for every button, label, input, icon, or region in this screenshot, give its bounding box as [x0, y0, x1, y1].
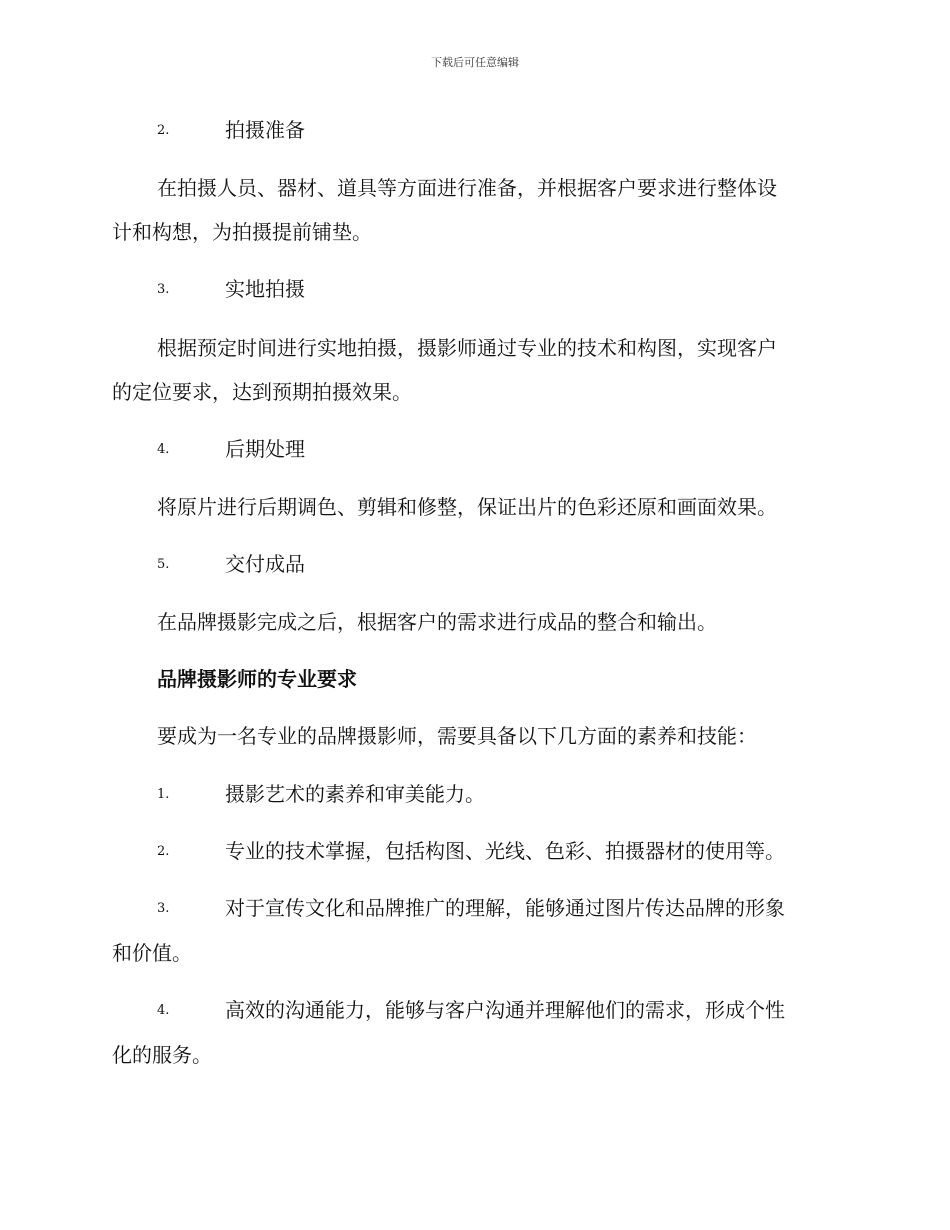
paragraph-line: 根据预定时间进行实地拍摄，摄影师通过专业的技术和构图，实现客户: [157, 336, 777, 360]
requirement-text: 专业的技术掌握，包括构图、光线、色彩、拍摄器材的使用等。: [225, 839, 785, 863]
requirement-text: 对于宣传文化和品牌推广的理解，能够通过图片传达品牌的形象: [225, 896, 785, 920]
step-title: 实地拍摄: [225, 277, 305, 301]
paragraph-line: 在品牌摄影完成之后，根据客户的需求进行成品的整合和输出。: [157, 610, 717, 634]
paragraph-line: 的定位要求，达到预期拍摄效果。: [112, 380, 412, 404]
page-header: 下载后可任意编辑: [431, 56, 519, 69]
requirement-text: 摄影艺术的素养和审美能力。: [225, 782, 485, 806]
requirement-continuation: 化的服务。: [112, 1043, 212, 1067]
step-number: 4.: [157, 442, 170, 457]
step-number: 5.: [157, 557, 170, 572]
requirement-text: 高效的沟通能力，能够与客户沟通并理解他们的需求，形成个性: [225, 998, 785, 1022]
step-title: 后期处理: [225, 437, 305, 461]
section-title: 品牌摄影师的专业要求: [157, 667, 357, 691]
step-title: 交付成品: [225, 552, 305, 576]
step-title: 拍摄准备: [225, 118, 305, 142]
requirement-number: 3.: [157, 901, 170, 916]
requirement-number: 4.: [157, 1003, 170, 1018]
step-number: 3.: [157, 282, 170, 297]
requirement-number: 2.: [157, 844, 170, 859]
requirement-number: 1.: [157, 787, 170, 802]
paragraph-line: 将原片进行后期调色、剪辑和修整，保证出片的色彩还原和画面效果。: [157, 495, 777, 519]
paragraph-line: 计和构想，为拍摄提前铺垫。: [112, 220, 372, 244]
paragraph-line: 在拍摄人员、器材、道具等方面进行准备，并根据客户要求进行整体设: [157, 176, 777, 200]
intro-paragraph: 要成为一名专业的品牌摄影师，需要具备以下几方面的素养和技能：: [157, 724, 757, 748]
step-number: 2.: [157, 123, 170, 138]
requirement-continuation: 和价值。: [112, 941, 192, 965]
